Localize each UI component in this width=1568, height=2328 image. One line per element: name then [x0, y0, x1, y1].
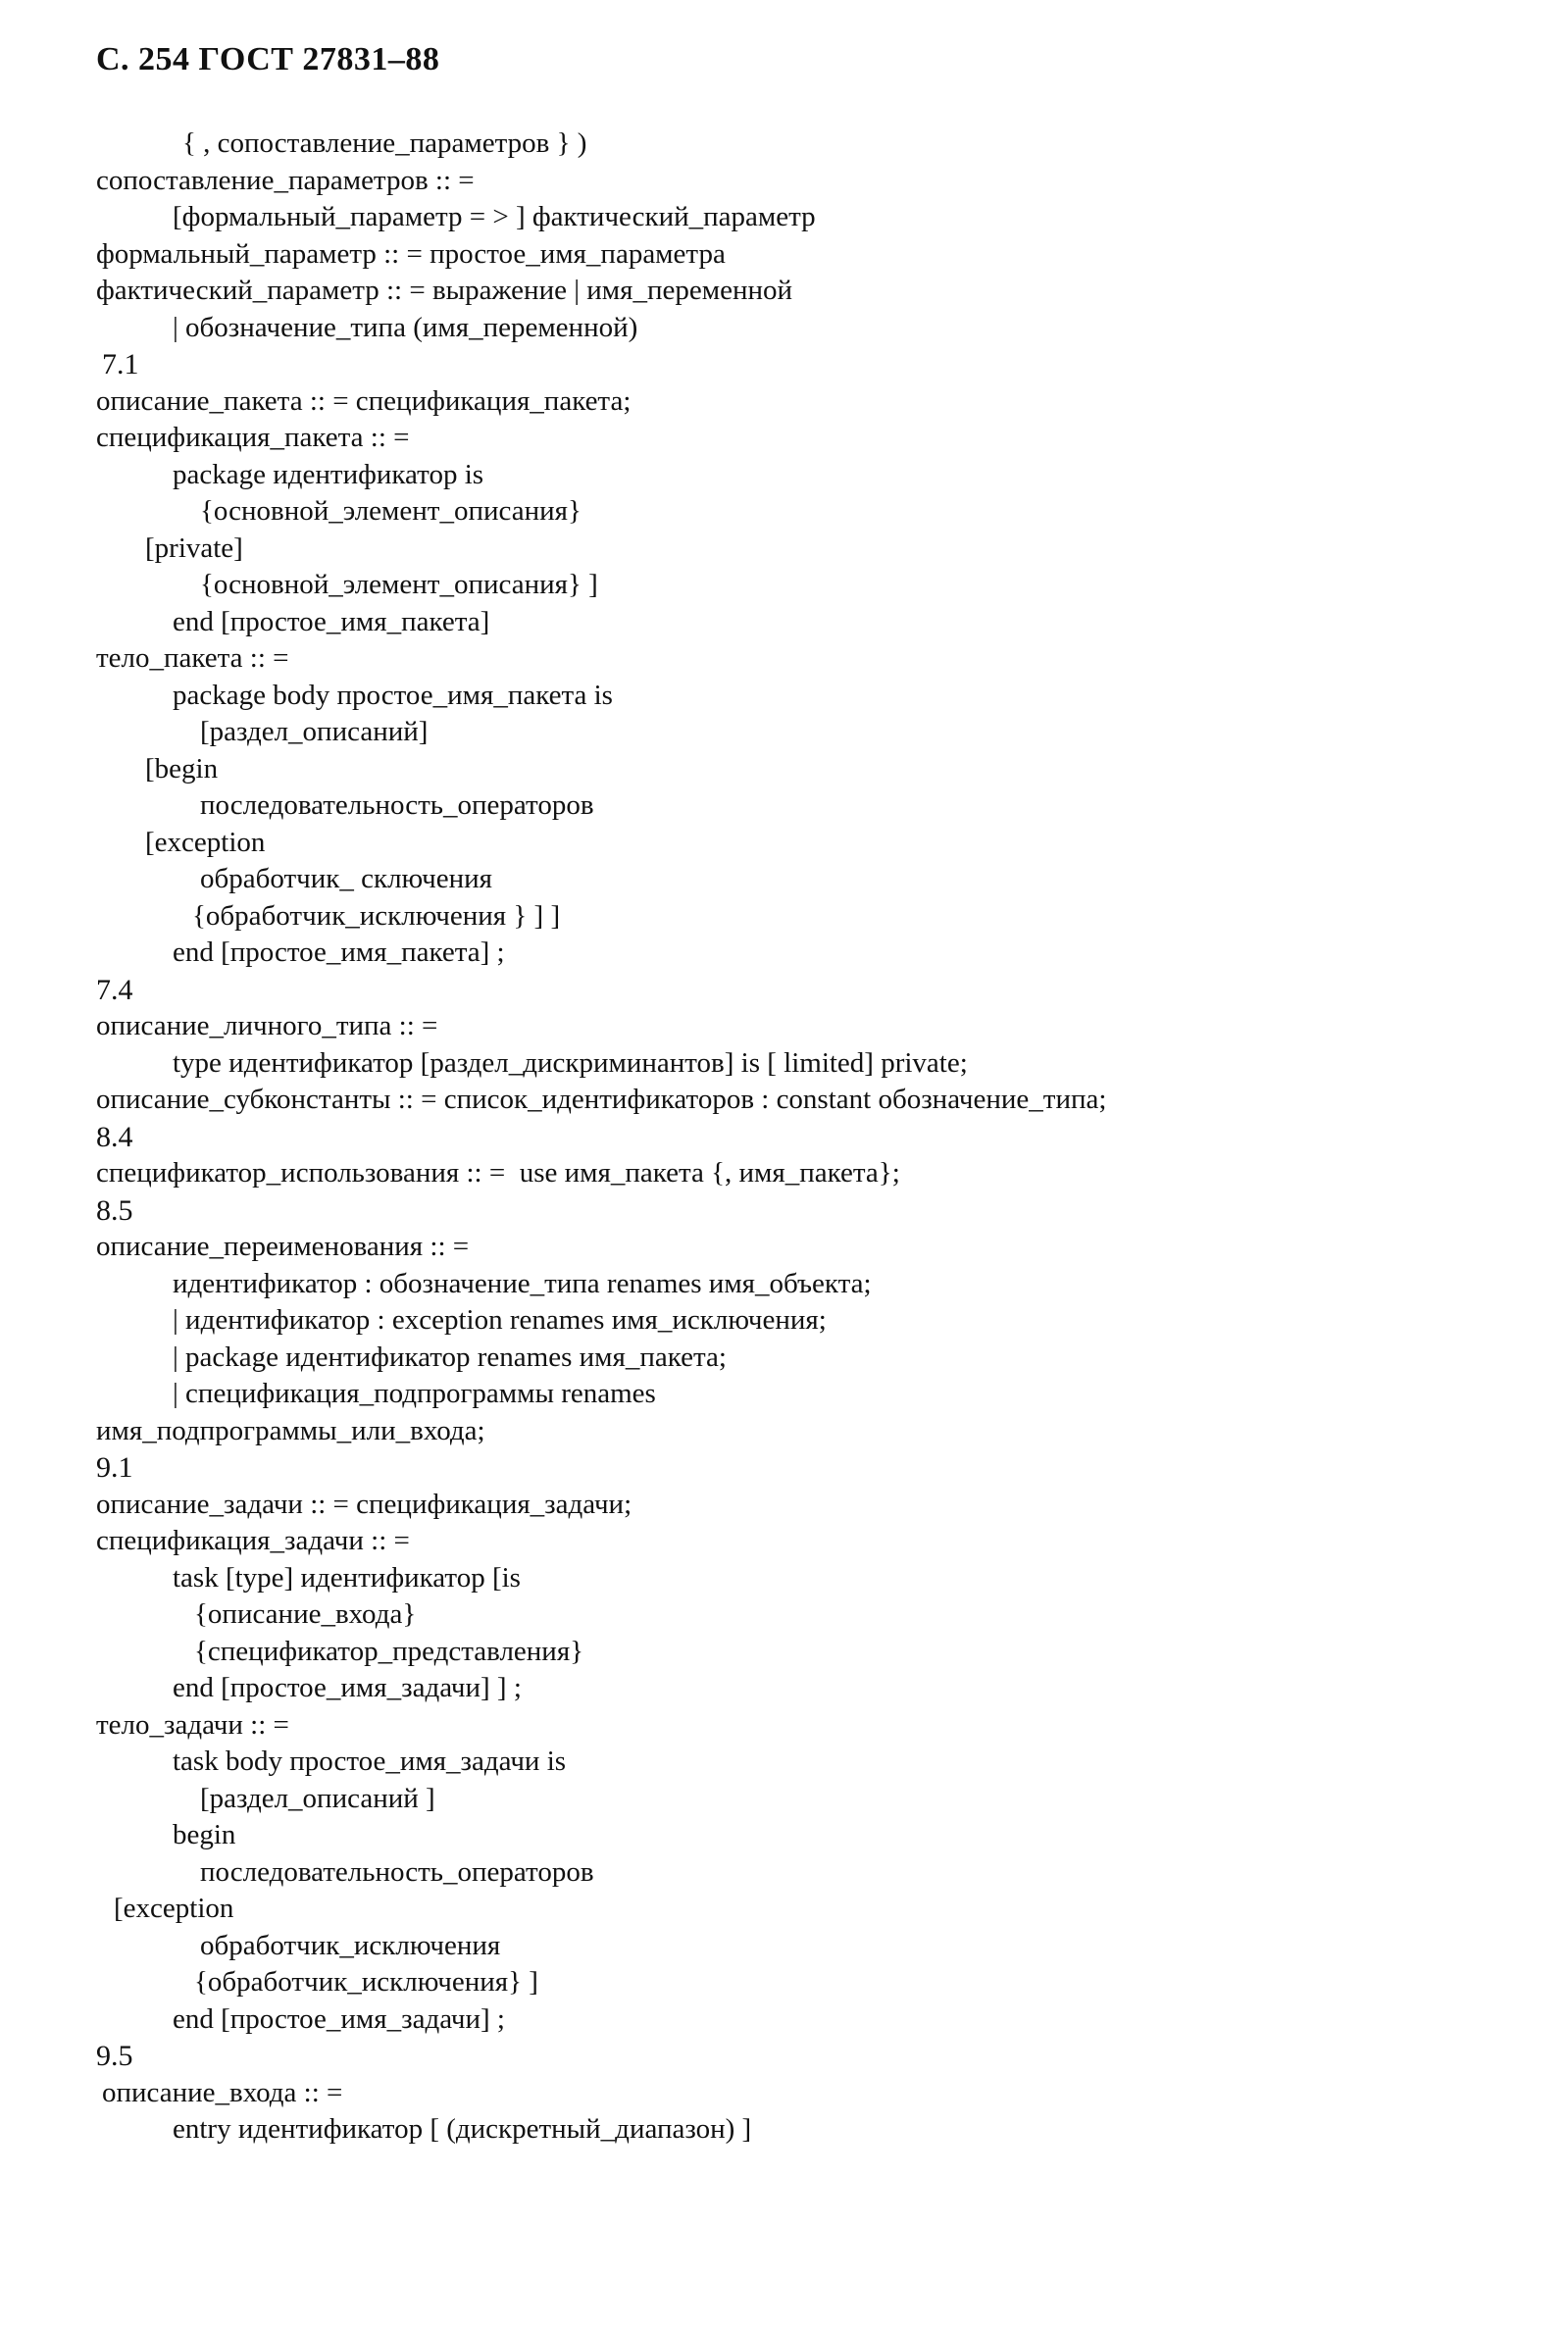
section-number: 7.1 [102, 348, 139, 380]
grammar-line: {обработчик_исключения } ] ] [192, 899, 561, 932]
grammar-line: [раздел_описаний] [200, 716, 429, 747]
grammar-line: последовательность_операторов [200, 1855, 594, 1888]
grammar-line: идентификатор : обозначение_типа renames имя_объекта; [173, 1267, 872, 1299]
grammar-line: спецификация_задачи :: = [96, 1525, 410, 1556]
grammar-line: имя_подпрограммы_или_входа; [96, 1414, 485, 1446]
grammar-line: type идентификатор [раздел_дискриминантов] is [ limited] private; [173, 1046, 968, 1079]
section-number: 8.5 [96, 1193, 133, 1227]
grammar-line: тело_задачи :: = [96, 1708, 289, 1741]
grammar-line: обработчик_исключения [200, 1929, 501, 1961]
grammar-line: { , сопоставление_параметров } ) [182, 127, 587, 159]
grammar-line: | обозначение_типа (имя_переменной) [173, 311, 638, 343]
grammar-line: [private] [145, 531, 243, 564]
grammar-line: package идентификатор is [173, 458, 484, 490]
grammar-line: обработчик_ сключения [200, 863, 492, 894]
grammar-line: task [type] идентификатор [is [173, 1561, 521, 1594]
grammar-line: begin [173, 1819, 236, 1850]
grammar-line: | спецификация_подпрограммы renames [173, 1378, 656, 1409]
grammar-line: {описание_входа} [194, 1598, 417, 1630]
grammar-line: тело_пакета :: = [96, 642, 289, 674]
grammar-line: [begin [145, 752, 219, 784]
section-number: 9.1 [96, 1451, 133, 1484]
grammar-line: | package идентификатор renames имя_пакета; [173, 1341, 727, 1373]
grammar-line: task body простое_имя_задачи is [173, 1746, 567, 1777]
grammar-line: {обработчик_исключения} ] [194, 1966, 538, 1998]
grammar-line: | идентификатор : exception renames имя_исключения; [173, 1304, 827, 1336]
grammar-line: формальный_параметр :: = простое_имя_параметра [96, 237, 726, 270]
grammar-line: {спецификатор_представления} [194, 1635, 584, 1667]
grammar-line: entry идентификатор [ (дискретный_диапазон) ] [173, 2113, 752, 2145]
grammar-line: спецификация_пакета :: = [96, 422, 410, 453]
grammar-line: [раздел_описаний ] [200, 1782, 435, 1814]
grammar-line: package body простое_имя_пакета is [173, 679, 613, 711]
grammar-line: [формальный_параметр = > ] фактический_параметр [173, 201, 816, 232]
grammar-line: описание_пакета :: = спецификация_пакета; [96, 384, 632, 417]
grammar-line: end [простое_имя_задачи] ; [173, 2002, 505, 2035]
grammar-line: [exception [145, 826, 266, 858]
grammar-line: описание_субконстанты :: = список_идентификаторов : constant обозначение_типа; [96, 1084, 1107, 1115]
grammar-line: последовательность_операторов [200, 789, 594, 821]
grammar-line: описание_входа :: = [102, 2076, 343, 2108]
page-header: С. 254 ГОСТ 27831–88 [96, 41, 440, 77]
grammar-line: описание_задачи :: = спецификация_задачи; [96, 1488, 632, 1520]
grammar-line: end [простое_имя_пакета] ; [173, 936, 505, 968]
grammar-line: сопоставление_параметров :: = [96, 164, 475, 196]
section-number: 7.4 [96, 973, 133, 1006]
grammar-line: фактический_параметр :: = выражение | имя_переменной [96, 275, 793, 306]
section-number: 9.5 [96, 2040, 133, 2072]
grammar-line: описание_переименования :: = [96, 1231, 470, 1262]
grammar-line: {основной_элемент_описания} [200, 495, 582, 527]
grammar-line: спецификатор_использования :: = use имя_пакета {, имя_пакета}; [96, 1157, 900, 1189]
grammar-line: end [простое_имя_пакета] [173, 605, 490, 637]
grammar-line: {основной_элемент_описания} ] [200, 569, 598, 600]
section-number: 8.4 [96, 1120, 133, 1153]
grammar-line: описание_личного_типа :: = [96, 1010, 438, 1041]
grammar-listing [96, 126, 1528, 2149]
grammar-line: [exception [114, 1893, 234, 1924]
grammar-line: end [простое_имя_задачи] ] ; [173, 1672, 522, 1703]
